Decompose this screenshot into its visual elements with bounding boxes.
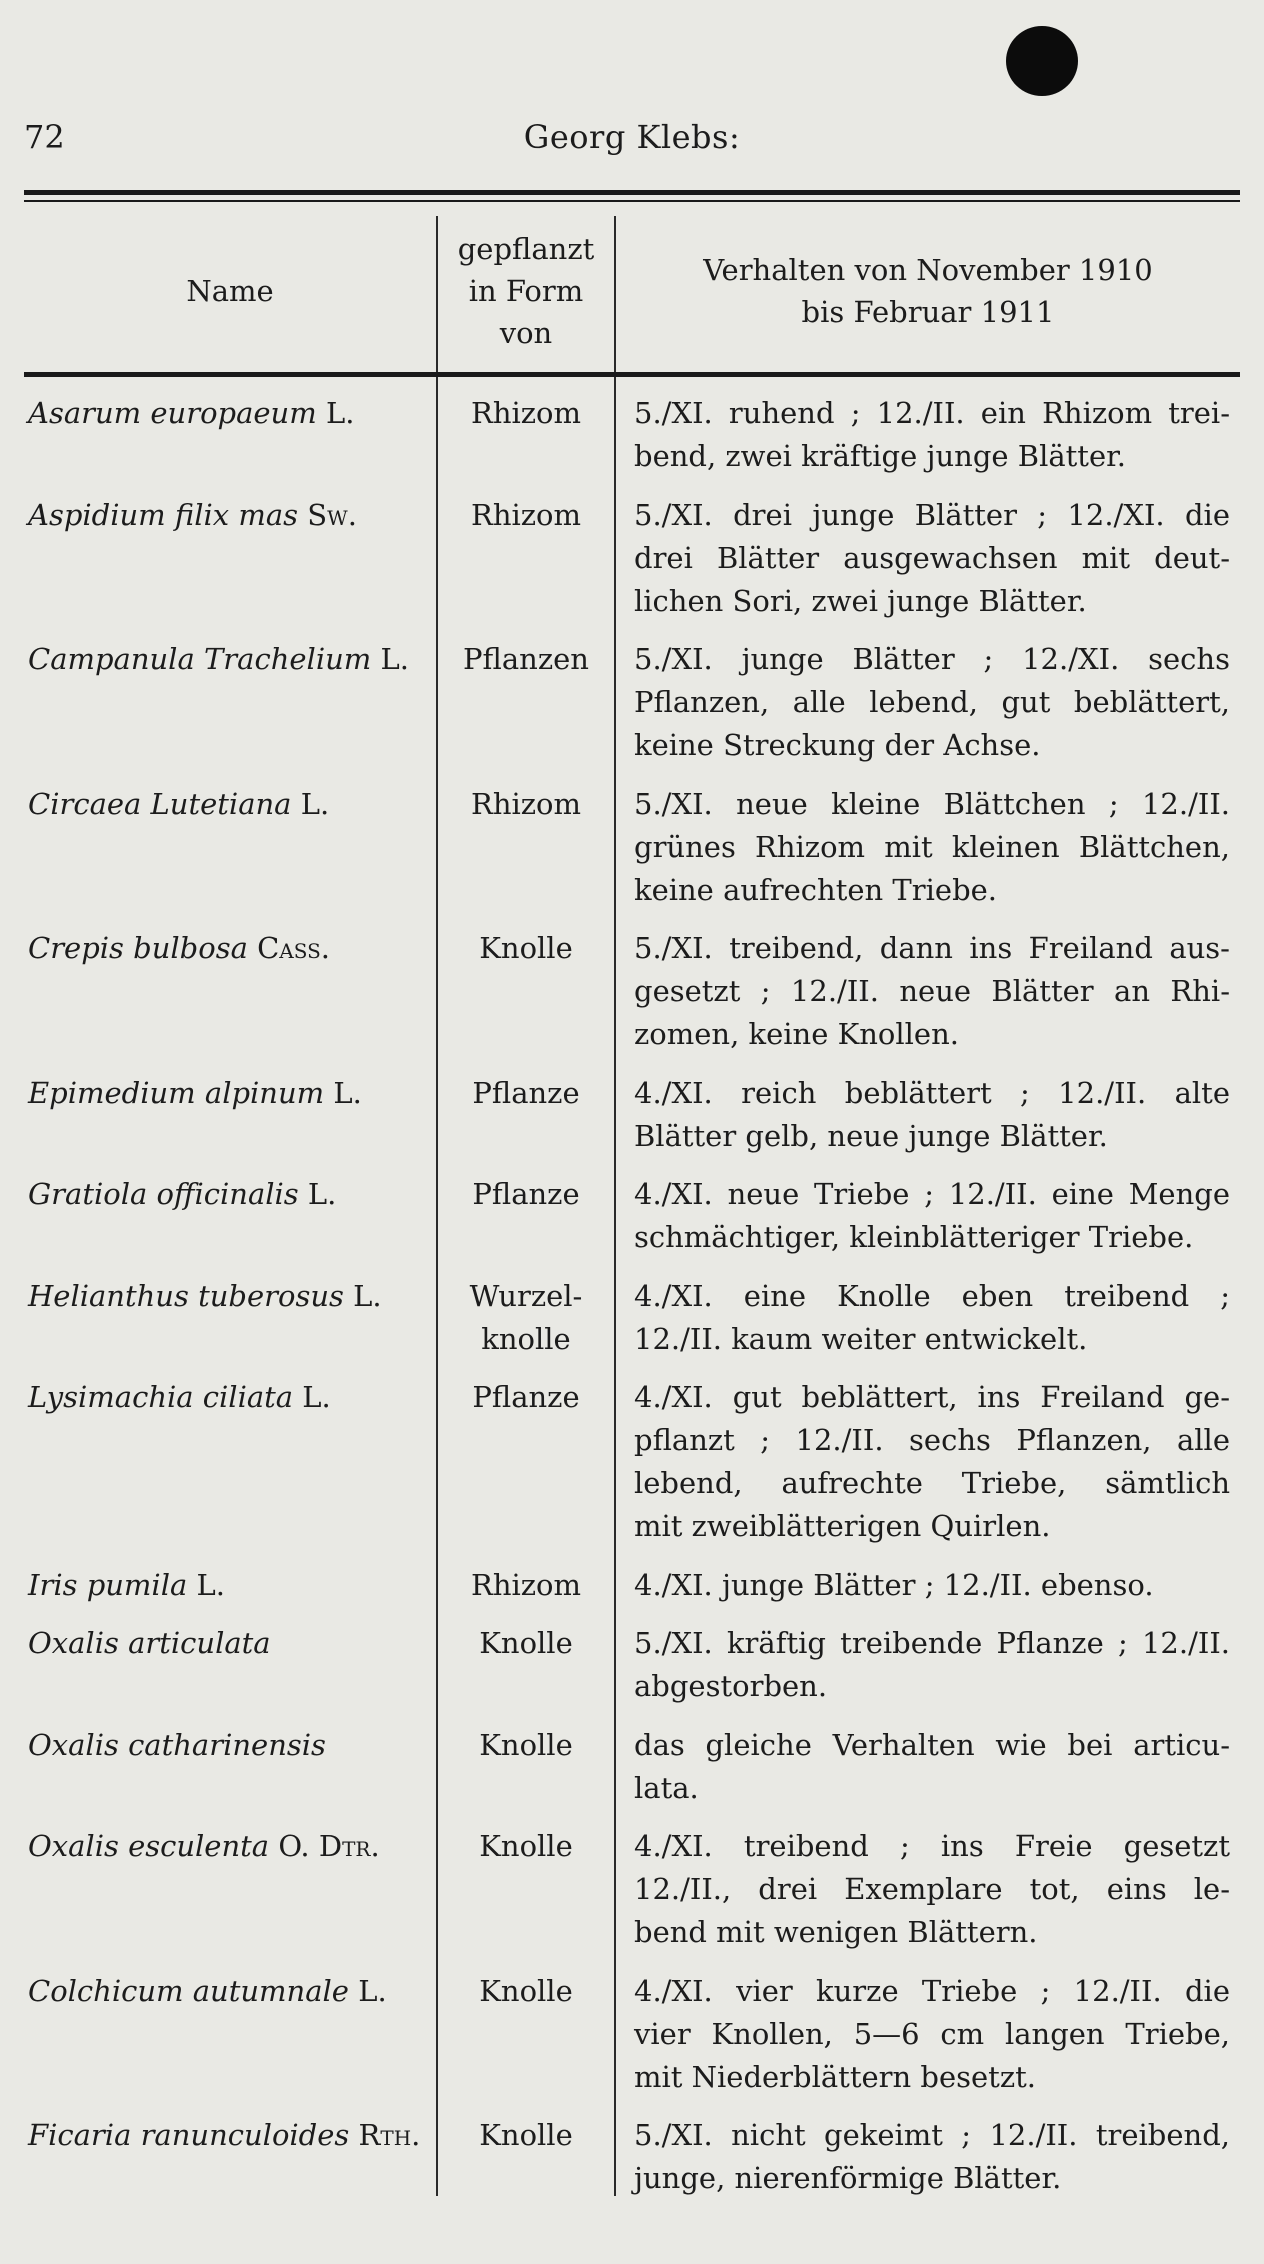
planted-form — [438, 1173, 614, 1216]
header-form-line: von — [499, 316, 553, 350]
planted-form — [438, 392, 614, 435]
behavior-line: 12./II. kaum weiter entwickelt. — [634, 1321, 1088, 1356]
planted-form — [438, 1376, 614, 1419]
behavior-line: bend mit wenigen Blättern. — [634, 1915, 1038, 1949]
planted-form-line: Pflanzen — [463, 642, 589, 676]
behavior-line: abgestorben. — [634, 1669, 828, 1703]
planted-form-line: Pflanze — [472, 1177, 580, 1211]
behavior-line: gesetzt ; 12./II. neue Blätter an Rhi- — [634, 974, 1230, 1008]
plant-genus: Oxalis esculenta — [28, 1829, 270, 1863]
behavior-text — [634, 1072, 1230, 1158]
running-title: Georg Klebs: — [523, 118, 741, 156]
behavior-text — [634, 1970, 1230, 2099]
planted-form — [438, 1825, 614, 1868]
behavior-line: 4./XI. neue Triebe ; 12./II. eine Menge — [634, 1177, 1230, 1211]
plant-name — [28, 1173, 428, 1216]
planted-form — [438, 783, 614, 826]
plant-name — [28, 1724, 428, 1767]
planted-form-line: Rhizom — [470, 786, 582, 821]
plant-name — [28, 783, 428, 826]
plant-genus: Helianthus tuberosus — [28, 1278, 344, 1313]
plant-name — [28, 2114, 428, 2157]
header-name — [24, 216, 436, 366]
header-name-label: Name — [186, 274, 274, 308]
plant-author: Cass. — [257, 931, 330, 965]
plant-name — [28, 1622, 428, 1665]
planted-form-line: knolle — [481, 1321, 571, 1356]
behavior-text — [634, 783, 1230, 912]
behavior-text — [634, 1275, 1230, 1361]
plant-genus: Ficaria ranunculoides — [28, 2118, 350, 2152]
plant-name — [28, 1970, 428, 2013]
header-behavior — [616, 216, 1240, 366]
behavior-line: 4./XI. gut beblättert, ins Freiland ge- — [634, 1380, 1230, 1414]
planted-form — [438, 1622, 614, 1665]
planted-form — [438, 1564, 614, 1607]
behavior-line: 5./XI. kräftig treibende Pflanze ; 12./II. — [634, 1626, 1230, 1660]
plant-author: L. — [353, 1278, 382, 1313]
planted-form — [438, 1970, 614, 2013]
behavior-line: 4./XI. reich beblättert ; 12./II. alte — [634, 1075, 1230, 1110]
behavior-line: keine Streckung der Achse. — [634, 728, 1041, 762]
plant-author: L. — [380, 642, 409, 676]
planted-form — [438, 1275, 614, 1361]
behavior-line: 5./XI. neue kleine Blättchen ; 12./II. — [634, 786, 1230, 821]
behavior-line: 4./XI. treibend ; ins Freie gesetzt — [634, 1829, 1230, 1863]
behavior-text — [634, 1825, 1230, 1954]
plant-name — [28, 494, 428, 537]
plant-author: L. — [307, 1177, 337, 1211]
plant-genus: Campanula Trachelium — [28, 642, 372, 676]
behavior-text — [634, 2114, 1230, 2200]
plant-author: L. — [358, 1973, 387, 2008]
ink-blot — [1006, 26, 1078, 96]
planted-form-line: Rhizom — [470, 1567, 582, 1602]
behavior-line: schmächtiger, kleinblätteriger Triebe. — [634, 1220, 1194, 1254]
planted-form-line: Pflanze — [472, 1380, 580, 1414]
plant-genus: Aspidium filix mas — [28, 497, 299, 532]
column-rule-2 — [614, 216, 616, 2196]
behavior-line: lichen Sori, zwei junge Blätter. — [634, 583, 1087, 618]
behavior-line: 4./XI. eine Knolle eben treibend ; — [634, 1278, 1230, 1313]
behavior-line: grünes Rhizom mit kleinen Blättchen, — [634, 829, 1230, 864]
behavior-text — [634, 927, 1230, 1056]
behavior-line: 5./XI. treibend, dann ins Freiland aus- — [634, 931, 1230, 965]
plant-author: Sw. — [307, 497, 357, 532]
behavior-line: mit Niederblättern besetzt. — [634, 2059, 1036, 2094]
planted-form-line: Knolle — [479, 1973, 573, 2008]
planted-form-line: Knolle — [479, 1829, 573, 1863]
plant-author: O. Dtr. — [278, 1829, 380, 1863]
behavior-line: 5./XI. drei junge Blätter ; 12./XI. die — [634, 497, 1230, 532]
top-rule-thick — [24, 190, 1240, 195]
plant-name — [28, 1825, 428, 1868]
plant-genus: Epimedium alpinum — [28, 1075, 325, 1110]
planted-form-line: Knolle — [479, 1727, 573, 1762]
plant-genus: Gratiola officinalis — [28, 1177, 299, 1211]
planted-form — [438, 638, 614, 681]
plant-genus: Oxalis catharinensis — [28, 1727, 326, 1762]
plant-genus: Asarum europaeum — [28, 396, 317, 430]
plant-genus: Colchicum autumnale — [28, 1973, 349, 2008]
behavior-line: 5./XI. nicht gekeimt ; 12./II. treibend, — [634, 2118, 1230, 2152]
plant-author: L. — [300, 786, 330, 821]
plant-name — [28, 1275, 428, 1318]
behavior-line: 4./XI. junge Blätter ; 12./II. ebenso. — [634, 1567, 1154, 1602]
behavior-text — [634, 494, 1230, 623]
header-behavior-line: Verhalten von November 1910 — [703, 253, 1153, 287]
planted-form-line: Rhizom — [470, 497, 582, 532]
behavior-line: das gleiche Verhalten wie bei articu- — [634, 1727, 1230, 1762]
behavior-line: Blätter gelb, neue junge Blätter. — [634, 1118, 1108, 1153]
behavior-line: lebend, aufrechte Triebe, sämtlich — [634, 1466, 1230, 1500]
header-behavior-line: bis Februar 1911 — [801, 295, 1055, 329]
behavior-line: 5./XI. junge Blätter ; 12./XI. sechs — [634, 642, 1230, 676]
planted-form-line: Knolle — [479, 2118, 573, 2152]
behavior-line: Pflanzen, alle lebend, gut beblättert, — [634, 685, 1230, 719]
behavior-line: 5./XI. ruhend ; 12./II. ein Rhizom trei- — [634, 396, 1230, 430]
behavior-text — [634, 392, 1230, 478]
behavior-text — [634, 1173, 1230, 1259]
planted-form-line: Wurzel- — [469, 1278, 583, 1313]
plant-name — [28, 392, 428, 435]
planted-form — [438, 2114, 614, 2157]
behavior-line: zomen, keine Knollen. — [634, 1017, 959, 1051]
behavior-line: pflanzt ; 12./II. sechs Pflanzen, alle — [634, 1423, 1230, 1457]
plant-name — [28, 1072, 428, 1115]
plant-author: L. — [302, 1380, 331, 1414]
plant-name — [28, 927, 428, 970]
header-form-line: in Form — [468, 274, 584, 308]
behavior-text — [634, 1564, 1230, 1607]
behavior-text — [634, 1724, 1230, 1810]
behavior-text — [634, 1622, 1230, 1708]
running-head — [0, 118, 1264, 158]
planted-form — [438, 1072, 614, 1115]
header-rule — [24, 372, 1240, 377]
plant-name — [28, 1376, 428, 1419]
plant-name — [28, 638, 428, 681]
plant-genus: Lysimachia ciliata — [28, 1380, 294, 1414]
behavior-line: mit zweiblätterigen Quirlen. — [634, 1509, 1051, 1543]
plant-author: L. — [333, 1075, 362, 1110]
behavior-line: keine aufrechten Triebe. — [634, 872, 998, 907]
behavior-line: lata. — [634, 1770, 699, 1805]
planted-form — [438, 927, 614, 970]
planted-form — [438, 494, 614, 537]
header-form-line: gepflanzt — [457, 232, 595, 266]
top-rule-thin — [24, 200, 1240, 202]
plant-author: L. — [196, 1567, 225, 1602]
page-number: 72 — [24, 118, 65, 156]
planted-form — [438, 1724, 614, 1767]
behavior-text — [634, 638, 1230, 767]
behavior-line: drei Blätter ausgewachsen mit deut- — [634, 540, 1230, 575]
plant-author: Rth. — [358, 2118, 421, 2152]
plant-genus: Circaea Lutetiana — [28, 786, 292, 821]
behavior-text — [634, 1376, 1230, 1548]
behavior-line: 4./XI. vier kurze Triebe ; 12./II. die — [634, 1973, 1230, 2008]
planted-form-line: Pflanze — [472, 1075, 580, 1110]
plant-name — [28, 1564, 428, 1607]
planted-form-line: Knolle — [479, 931, 573, 965]
behavior-line: junge, nierenförmige Blätter. — [634, 2161, 1062, 2195]
plant-author: L. — [325, 396, 355, 430]
behavior-line: vier Knollen, 5—6 cm langen Triebe, — [634, 2016, 1230, 2051]
planted-form-line: Knolle — [479, 1626, 573, 1660]
planted-form-line: Rhizom — [470, 396, 582, 430]
behavior-line: 12./II., drei Exemplare tot, eins le- — [634, 1872, 1230, 1906]
plant-genus: Iris pumila — [28, 1567, 188, 1602]
behavior-line: bend, zwei kräftige junge Blätter. — [634, 439, 1127, 473]
plant-genus: Oxalis articulata — [28, 1626, 271, 1660]
table-header — [24, 216, 1240, 366]
plant-genus: Crepis bulbosa — [28, 931, 248, 965]
header-form — [438, 216, 614, 366]
